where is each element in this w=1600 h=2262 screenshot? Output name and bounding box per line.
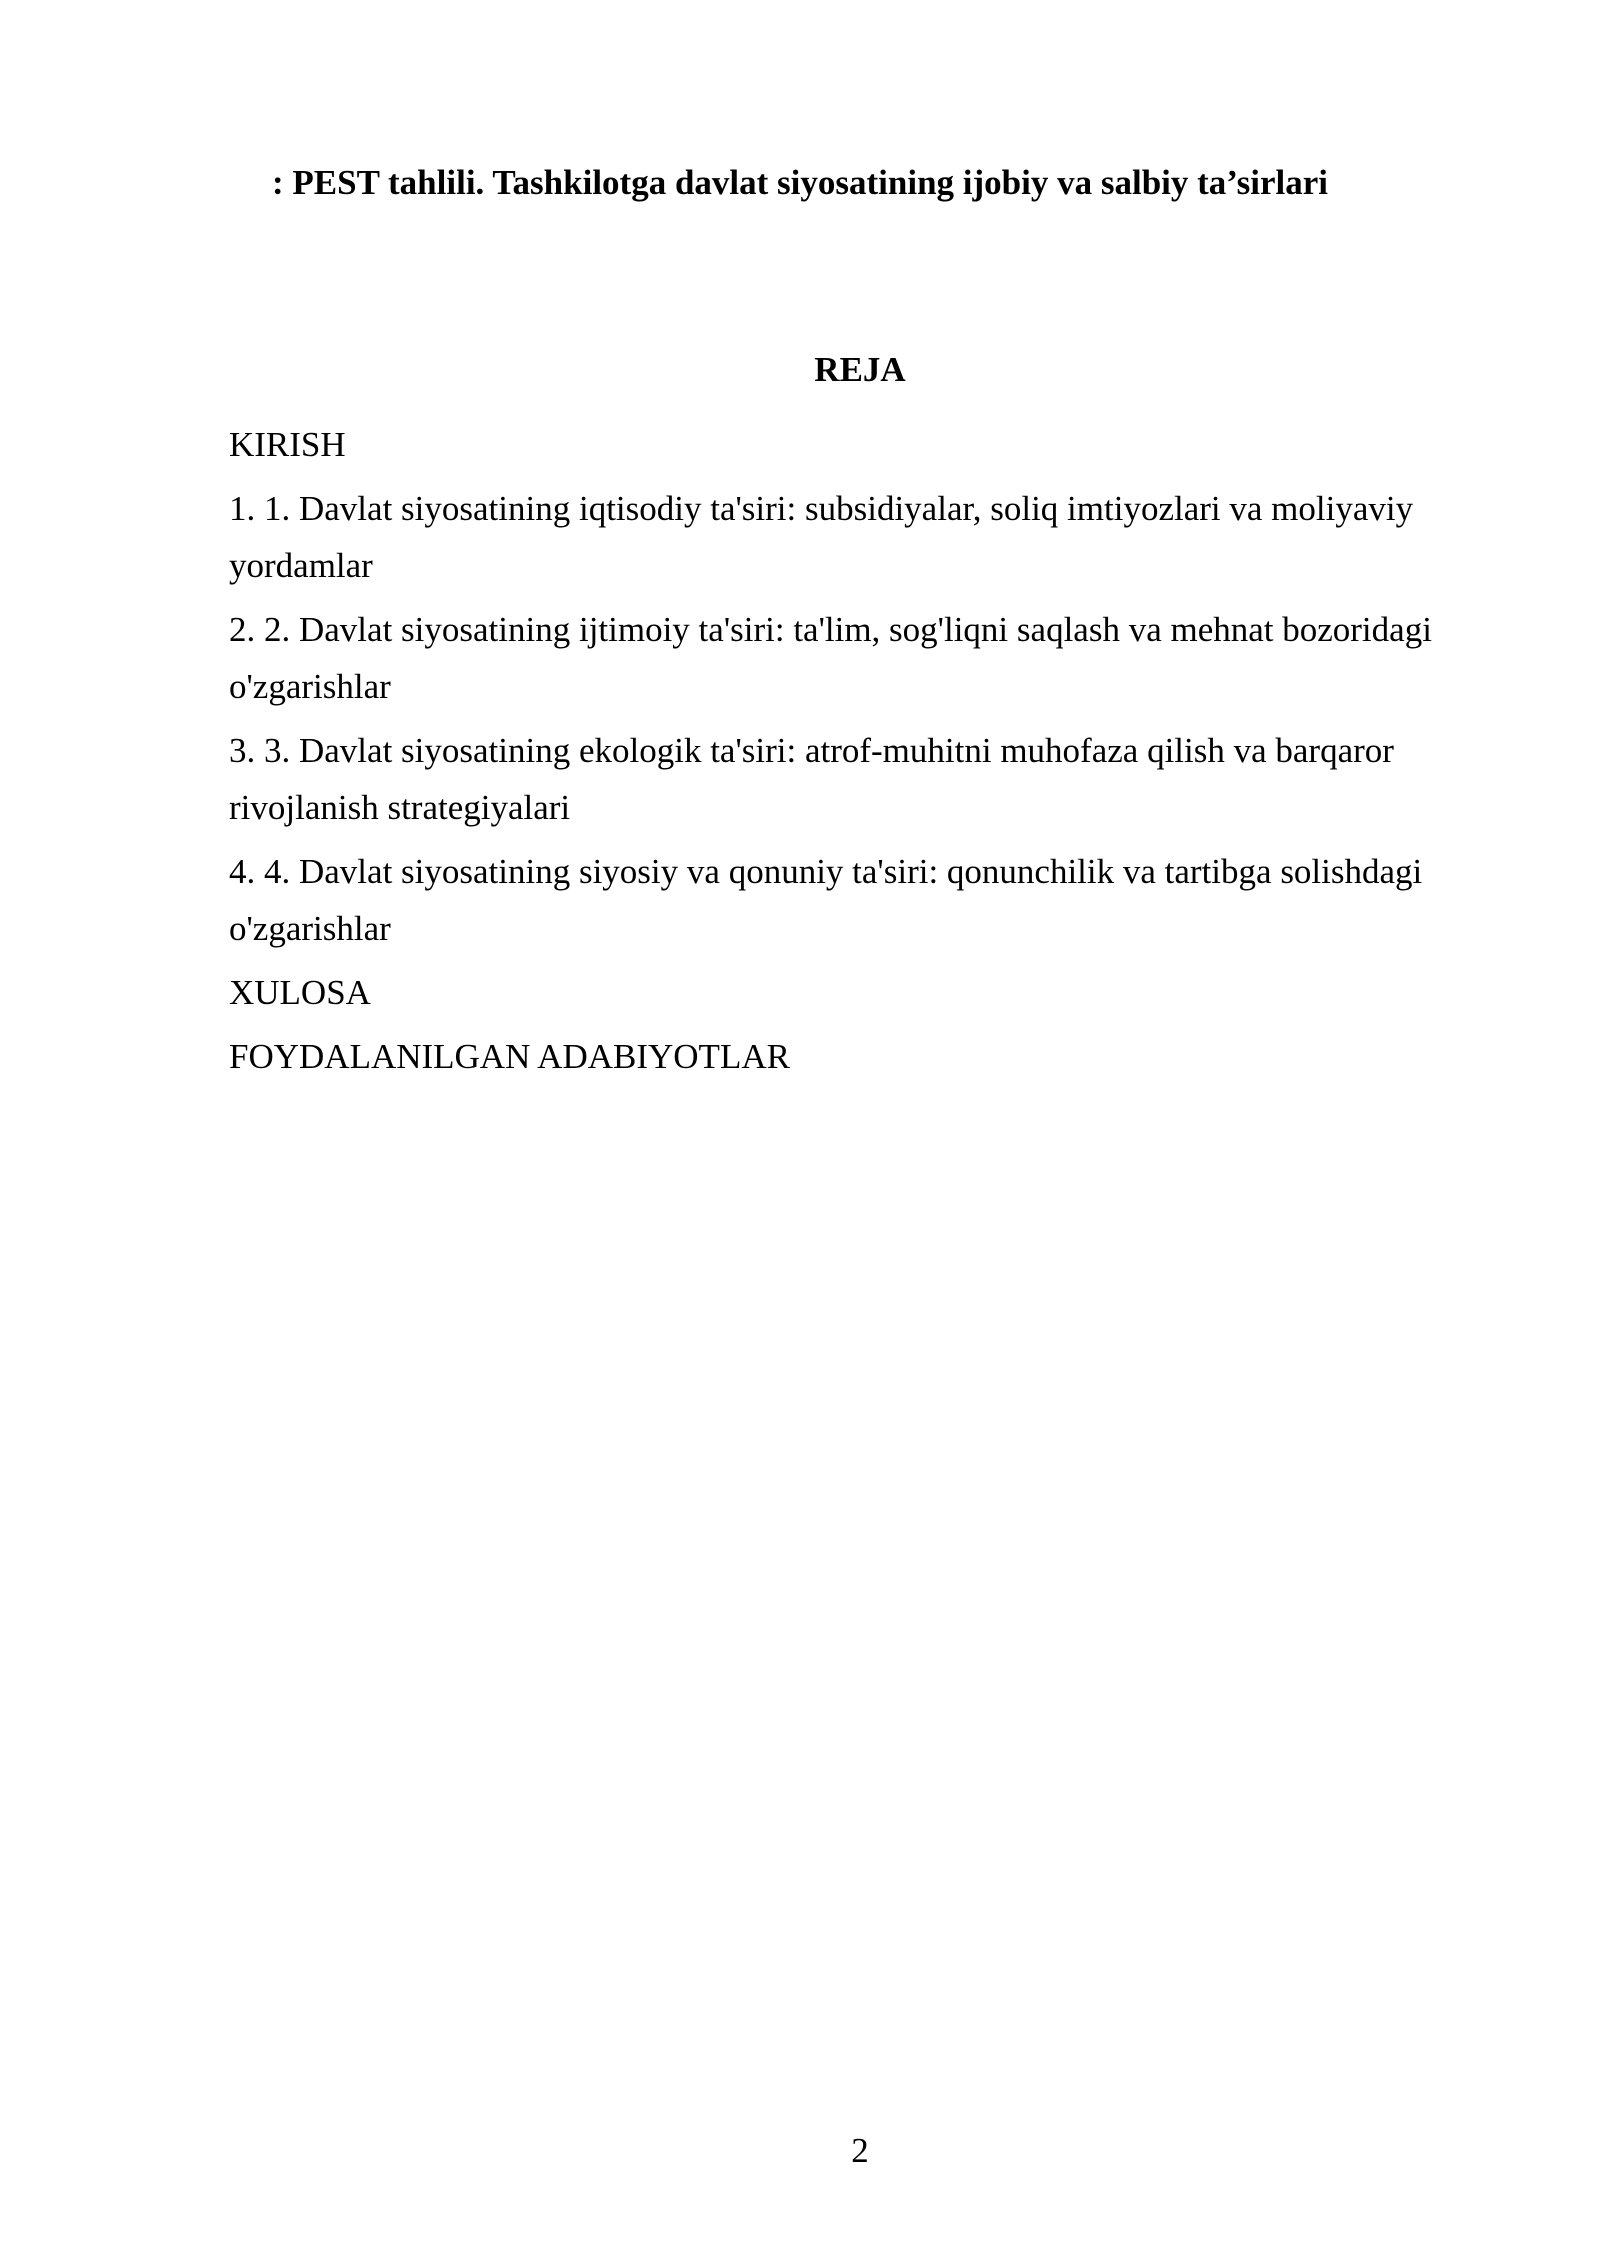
plan-item-4: 4. 4. Davlat siyosatining siyosiy va qonuniy ta'siri: qonunchilik va tartibga solishdagi o'zgarishlar: [229, 852, 1423, 948]
page-number: 2: [851, 2131, 869, 2170]
document-title: : PEST tahlili. Tashkilotga davlat siyosatining ijobiy va salbiy ta’sirlari: [271, 163, 1329, 202]
plan-item-intro: KIRISH: [229, 425, 346, 464]
plan-list: [229, 416, 1529, 1092]
plan-heading-text: REJA: [814, 350, 906, 389]
plan-heading: [0, 347, 1600, 393]
plan-item-1: 1. 1. Davlat siyosatining iqtisodiy ta'siri: subsidiyalar, soliq imtiyozlari va moliyaviy yordamlar: [229, 489, 1414, 585]
plan-item-3: 3. 3. Davlat siyosatining ekologik ta'siri: atrof-muhitni muhofaza qilish va barqaror rivojlanish strategiyalari: [229, 731, 1394, 827]
plan-item-conclusion: XULOSA: [229, 973, 371, 1012]
plan-item-2: 2. 2. Davlat siyosatining ijtimoiy ta'siri: ta'lim, sog'liqni saqlash va mehnat bozoridagi o'zgarishlar: [229, 610, 1432, 706]
plan-item-references: FOYDALANILGAN ADABIYOTLAR: [229, 1037, 790, 1076]
